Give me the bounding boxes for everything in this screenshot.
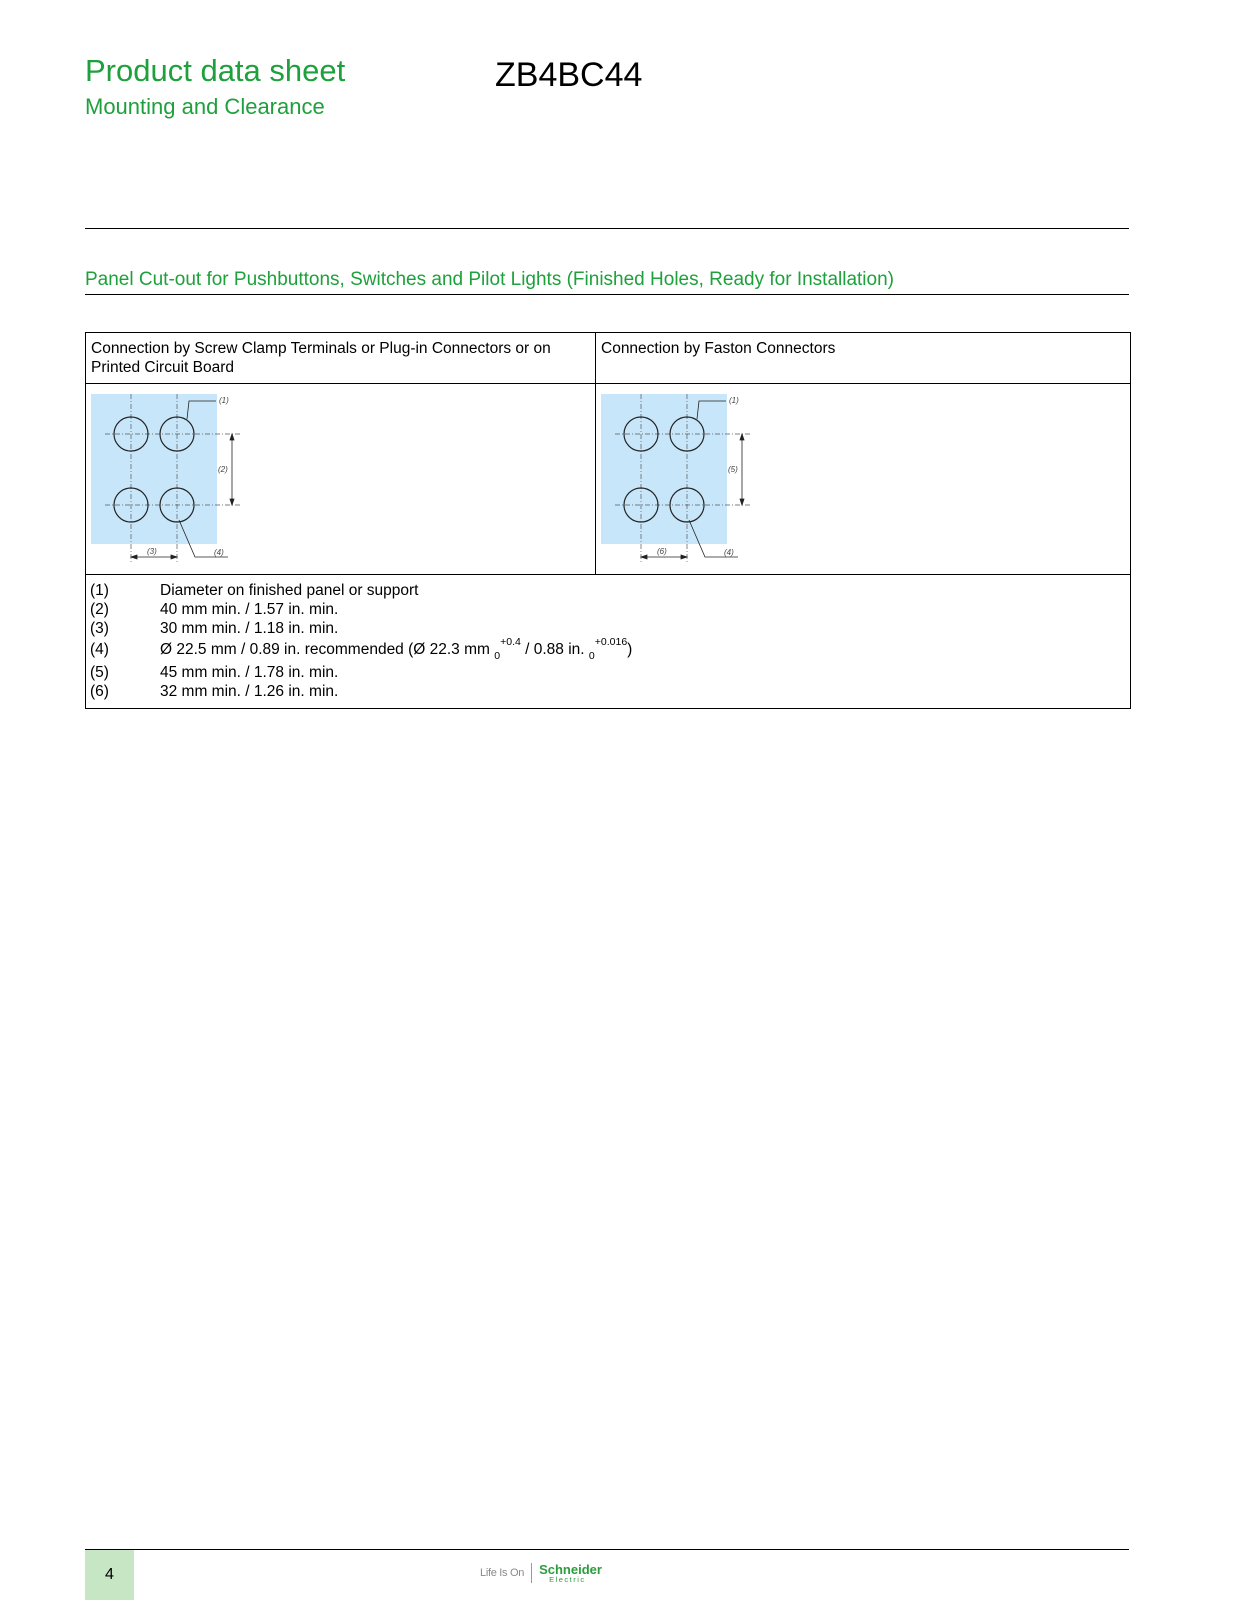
label-vertical-spacing: (2) bbox=[218, 465, 228, 474]
legend-text: 45 mm min. / 1.78 in. min. bbox=[160, 664, 339, 681]
logo-brand bbox=[539, 1563, 602, 1584]
schneider-logo bbox=[480, 1563, 602, 1583]
tolerance-upper-mm: +0.4 bbox=[500, 636, 521, 648]
legend-text-tolerance bbox=[160, 638, 632, 663]
header-divider bbox=[85, 228, 1129, 229]
logo-separator bbox=[531, 1563, 532, 1583]
table-header-faston bbox=[596, 333, 1131, 384]
logo-brand-name: Schneider bbox=[539, 1561, 602, 1577]
legend-row bbox=[90, 581, 1130, 600]
legend-number: (1) bbox=[90, 582, 109, 599]
tolerance-lower-mm: 0 bbox=[494, 650, 501, 662]
document-title: Product data sheet bbox=[85, 53, 346, 88]
footer-divider bbox=[85, 1549, 1129, 1550]
document-subtitle: Mounting and Clearance bbox=[85, 94, 325, 119]
table-header-screw-clamp bbox=[86, 333, 596, 384]
label-diameter: (1) bbox=[219, 396, 229, 405]
legend-row bbox=[90, 682, 1130, 701]
cutout-diagram-faston bbox=[601, 394, 761, 566]
cutout-diagram-screw-clamp bbox=[91, 394, 251, 566]
label-vertical-spacing: (5) bbox=[728, 465, 738, 474]
legend-number: (4) bbox=[90, 641, 109, 658]
product-model: ZB4BC44 bbox=[495, 56, 643, 94]
tolerance-text-mid: / 0.88 in. bbox=[520, 641, 589, 658]
legend-text: 32 mm min. / 1.26 in. min. bbox=[160, 683, 339, 700]
label-hole-diameter: (4) bbox=[214, 548, 224, 557]
section-divider bbox=[85, 294, 1129, 295]
tolerance-lower-in: 0 bbox=[588, 650, 595, 662]
legend-row bbox=[90, 663, 1130, 682]
tolerance-text-end: ) bbox=[627, 641, 633, 658]
logo-tagline: Life Is On bbox=[480, 1567, 525, 1579]
figure-cell-faston bbox=[596, 384, 1131, 575]
label-hole-diameter: (4) bbox=[724, 548, 734, 557]
label-horizontal-spacing: (3) bbox=[147, 547, 157, 556]
section-title: Panel Cut-out for Pushbuttons, Switches and Pilot Lights (Finished Holes, Ready for Installation) bbox=[85, 269, 894, 290]
legend-number: (6) bbox=[90, 683, 109, 700]
col2-header-text: Connection by Faston Connectors bbox=[601, 340, 836, 357]
page-number: 4 bbox=[85, 1550, 134, 1600]
label-diameter: (1) bbox=[729, 396, 739, 405]
legend-cell bbox=[86, 575, 1131, 709]
col1-header-text: Connection by Screw Clamp Terminals or Plug-in Connectors or on Printed Circuit Board bbox=[91, 340, 551, 376]
label-horizontal-spacing: (6) bbox=[657, 547, 667, 556]
legend-number: (3) bbox=[90, 620, 109, 637]
legend-row bbox=[90, 600, 1130, 619]
logo-brand-sub: Electric bbox=[549, 1574, 586, 1584]
tolerance-text-start: Ø 22.5 mm / 0.89 in. recommended (Ø 22.3 mm bbox=[160, 641, 495, 658]
legend-text: 40 mm min. / 1.57 in. min. bbox=[160, 601, 339, 618]
panel-area bbox=[601, 394, 727, 544]
legend-number: (2) bbox=[90, 601, 109, 618]
legend-text: 30 mm min. / 1.18 in. min. bbox=[160, 620, 339, 637]
legend-text: Diameter on finished panel or support bbox=[160, 582, 419, 599]
legend-number: (5) bbox=[90, 664, 109, 681]
panel-area bbox=[91, 394, 217, 544]
panel-cutout-table bbox=[85, 332, 1131, 709]
figure-cell-screw-clamp bbox=[86, 384, 596, 575]
tolerance-upper-in: +0.016 bbox=[594, 636, 628, 648]
legend-row bbox=[90, 638, 1130, 663]
